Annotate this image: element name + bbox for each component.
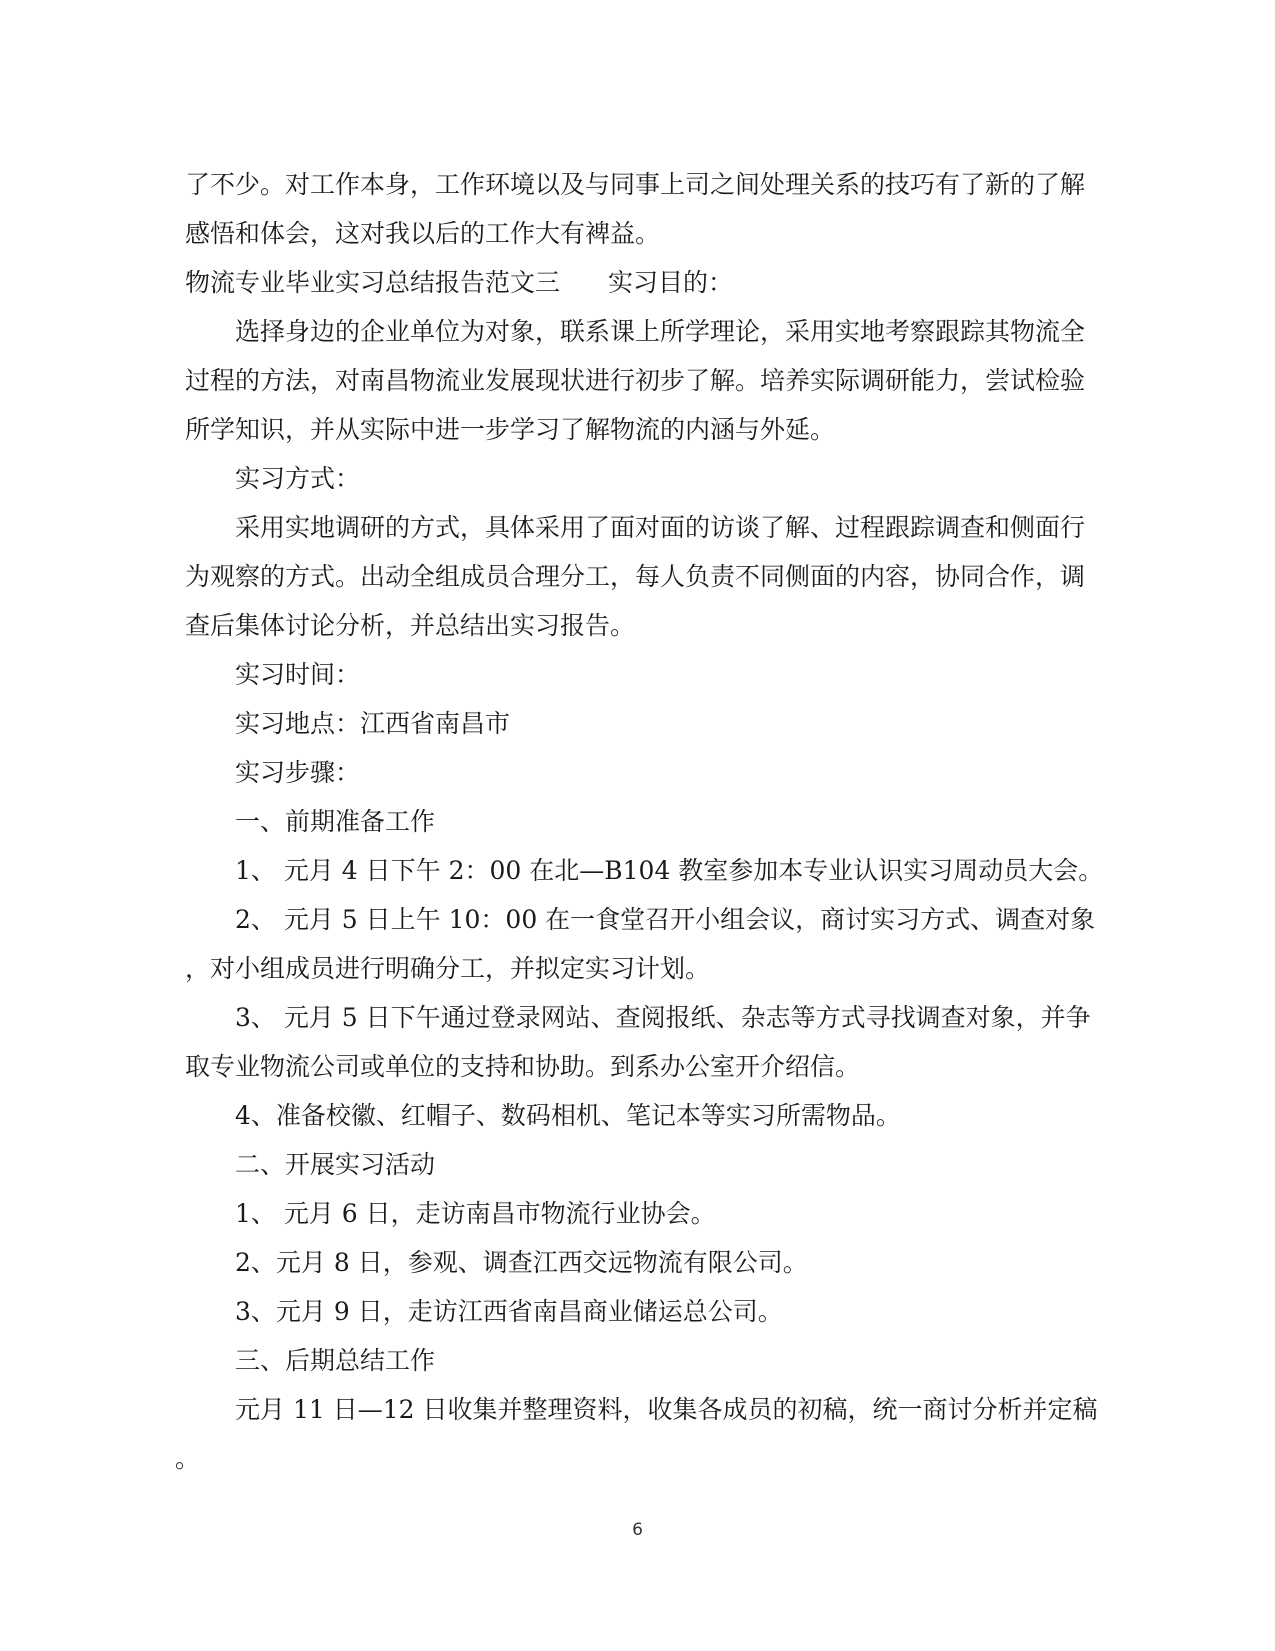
text-line: 了不少。对工作本身，工作环境以及与同事上司之间处理关系的技巧有了新的了解: [185, 170, 1086, 199]
list-item: 2、 元月 5 日上午 10：00 在一食堂召开小组会议，商讨实习方式、调查对象: [235, 905, 1096, 934]
subsection-label: 实习时间：: [235, 660, 361, 689]
page-number: 6: [632, 1520, 643, 1540]
step-heading: 二、开展实习活动: [235, 1150, 436, 1179]
section-title: 物流专业毕业实习总结报告范文三: [185, 268, 561, 297]
text-line: 采用实地调研的方式，具体采用了面对面的访谈了解、过程跟踪调查和侧面行: [235, 513, 1086, 542]
list-item: 1、 元月 4 日下午 2：00 在北—B104 教室参加本专业认识实习周动员大会。: [235, 856, 1104, 885]
text-line: 。: [175, 1444, 201, 1473]
list-item: 3、 元月 5 日下午通过登录网站、查阅报纸、杂志等方式寻找调查对象，并争: [235, 1003, 1091, 1032]
text-line: 过程的方法，对南昌物流业发展现状进行初步了解。培养实际调研能力，尝试检验: [185, 366, 1086, 395]
text-line: ，对小组成员进行明确分工，并拟定实习计划。: [185, 954, 711, 983]
text-line: 所学知识，并从实际中进一步学习了解物流的内涵与外延。: [185, 415, 836, 444]
text-line: 查后集体讨论分析，并总结出实习报告。: [185, 611, 636, 640]
list-item: 3、元月 9 日，走访江西省南昌商业储运总公司。: [235, 1297, 783, 1326]
section-heading-line: [185, 258, 1080, 307]
subsection-label: 实习步骤：: [235, 758, 361, 787]
step-heading: 一、前期准备工作: [235, 807, 436, 836]
list-item: 4、准备校徽、红帽子、数码相机、笔记本等实习所需物品。: [235, 1101, 901, 1130]
step-heading: 三、后期总结工作: [235, 1346, 436, 1375]
text-line: 为观察的方式。出动全组成员合理分工，每人负责不同侧面的内容，协同合作，调: [185, 562, 1086, 591]
list-item: 1、 元月 6 日，走访南昌市物流行业协会。: [235, 1199, 716, 1228]
text-line: 选择身边的企业单位为对象，联系课上所学理论，采用实地考察跟踪其物流全: [235, 317, 1086, 346]
subsection-label: 实习目的：: [608, 268, 734, 297]
subsection-label: 实习地点：江西省南昌市: [235, 709, 511, 738]
text-line: 感悟和体会，这对我以后的工作大有裨益。: [185, 219, 661, 248]
text-line: 取专业物流公司或单位的支持和协助。到系办公室开介绍信。: [185, 1052, 861, 1081]
list-item: 2、元月 8 日，参观、调查江西交远物流有限公司。: [235, 1248, 808, 1277]
document-body: [175, 160, 1104, 1483]
text-line: 元月 11 日—12 日收集并整理资料，收集各成员的初稿，统一商讨分析并定稿: [235, 1395, 1098, 1424]
subsection-label: 实习方式：: [235, 464, 361, 493]
